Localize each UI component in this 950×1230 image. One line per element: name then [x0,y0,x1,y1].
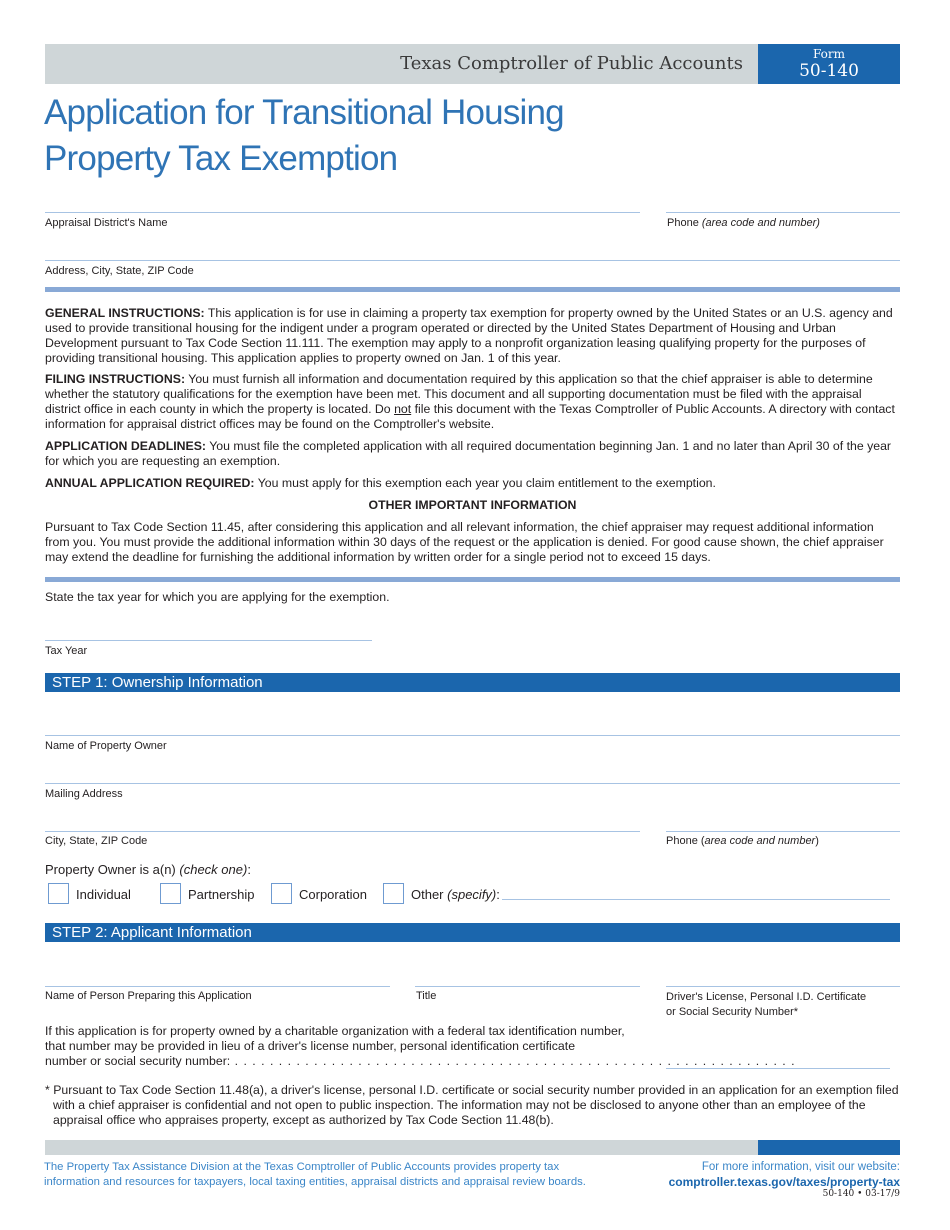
district-name-field[interactable] [45,212,640,213]
mailing-address-label: Mailing Address [45,788,123,800]
footer-website: For more information, visit our website: comptroller.texas.gov/taxes/property-tax [668,1161,900,1189]
footer-bar [45,1140,758,1155]
tax-id-text: If this application is for property owned by a charitable organization with a federal tax identification number, that number may be provided in lieu of a driver's license number, personal identification certificate number or social security number: . . . . . . . . . . . . . . . . . . . . . . . . . . . . . . . . . . . . . . . . . . . . . . . . . . . . . . . . . . . . . . . . [45,1024,796,1068]
section-divider [45,577,900,582]
individual-checkbox[interactable] [48,883,69,904]
district-phone-label: Phone (area code and number) [667,217,820,229]
form-revision-code: 50-140 • 03-17/9 [822,1189,900,1199]
preparer-id-field[interactable] [666,986,900,987]
general-instructions: GENERAL INSTRUCTIONS: This application is for use in claiming a property tax exemption for property owned by the United States or an U.S. agency and used to provide transitional housing for the indigent under a program operated or directed by the United States Department of Housing and Urban Development pursuant to Tax Code Section 11.111. The exemption may apply to a nonprofit organization leasing qualifying property for the purposes of providing transitional housing. This application applies to property owned on Jan. 1 of this year. [45,306,893,365]
form-number: 50-140 [799,61,859,81]
confidentiality-footnote: * Pursuant to Tax Code Section 11.48(a), a driver's license, personal I.D. certificate or social security number provided in an application for an exemption filed with a chief appraiser is confidential and not open to public inspection. The information may not be disclosed to anyone other than an employee of the appraisal office who appraises property, except as authorized by Tax Code Section 11.48(b). [45,1083,899,1127]
section-divider [45,287,900,292]
form-label: Form [812,47,845,61]
owner-name-label: Name of Property Owner [45,740,167,752]
tax-year-field[interactable] [45,640,372,641]
owner-phone-field[interactable] [666,831,900,832]
page-title: Application for Transitional Housing Property Tax Exemption [44,93,564,178]
owner-city-label: City, State, ZIP Code [45,835,148,847]
other-specify-field[interactable] [502,899,890,900]
preparer-name-label: Name of Person Preparing this Application [45,990,252,1002]
corporation-checkbox[interactable] [271,883,292,904]
partnership-checkbox[interactable] [160,883,181,904]
other-checkbox[interactable] [383,883,404,904]
owner-city-field[interactable] [45,831,640,832]
district-phone-field[interactable] [666,212,900,213]
district-name-label: Appraisal District's Name [45,217,168,229]
mailing-address-field[interactable] [45,783,900,784]
website-link[interactable]: comptroller.texas.gov/taxes/property-tax [668,1175,900,1189]
other-info-heading: OTHER IMPORTANT INFORMATION [368,498,577,512]
filing-instructions: FILING INSTRUCTIONS: You must furnish all information and documentation required by this application so that the chief appraiser is able to determine whether the statutory qualifications for the exemption have been met. This document and all supporting documentation must be filed with the appraisal district office in each county in which the property is located. Do not file this document with the Texas Comptroller of Public Accounts. A directory with contact information for appraisal district offices may be found on the Comptroller's website. [45,372,895,431]
footer-description: The Property Tax Assistance Division at the Texas Comptroller of Public Accounts provides property tax information and resources for taxpayers, local taxing entities, appraisal districts and appraisal review boards. [44,1161,586,1188]
owner-type-prompt: Property Owner is a(n) (check one): [45,862,251,877]
step2-header: STEP 2: Applicant Information [45,923,900,942]
annual-application: ANNUAL APPLICATION REQUIRED: You must apply for this exemption each year you claim entitlement to the exemption. [45,476,716,490]
tax-year-prompt: State the tax year for which you are applying for the exemption. [45,590,390,604]
individual-label: Individual [76,887,131,902]
form-number-box [758,44,900,84]
tax-year-label: Tax Year [45,645,88,657]
application-deadlines: APPLICATION DEADLINES: You must file the completed application with all required documentation beginning Jan. 1 and no later than April 30 of the year for which you are requesting an exemption. [45,439,891,468]
district-address-field[interactable] [45,260,900,261]
corporation-label: Corporation [299,887,367,902]
other-label: Other (specify): [411,887,500,902]
tax-id-field[interactable] [666,1068,890,1069]
preparer-id-label: Driver's License, Personal I.D. Certificate or Social Security Number* [666,991,867,1018]
footer-accent [758,1140,900,1155]
step1-header: STEP 1: Ownership Information [45,673,900,692]
owner-name-field[interactable] [45,735,900,736]
preparer-title-field[interactable] [415,986,640,987]
owner-phone-label: Phone (area code and number) [666,835,819,847]
district-address-label: Address, City, State, ZIP Code [45,265,194,277]
other-info-text: Pursuant to Tax Code Section 11.45, after considering this application and all relevant information, the chief appraiser may request additional information from you. You must provide the additional information within 30 days of the request or the application is denied. For good cause shown, the chief appraiser may extend the deadline for furnishing the additional information by written order for a single period not to exceed 15 days. [45,520,884,564]
partnership-label: Partnership [188,887,255,902]
agency-name: Texas Comptroller of Public Accounts [400,53,743,74]
preparer-name-field[interactable] [45,986,390,987]
preparer-title-label: Title [416,990,437,1002]
